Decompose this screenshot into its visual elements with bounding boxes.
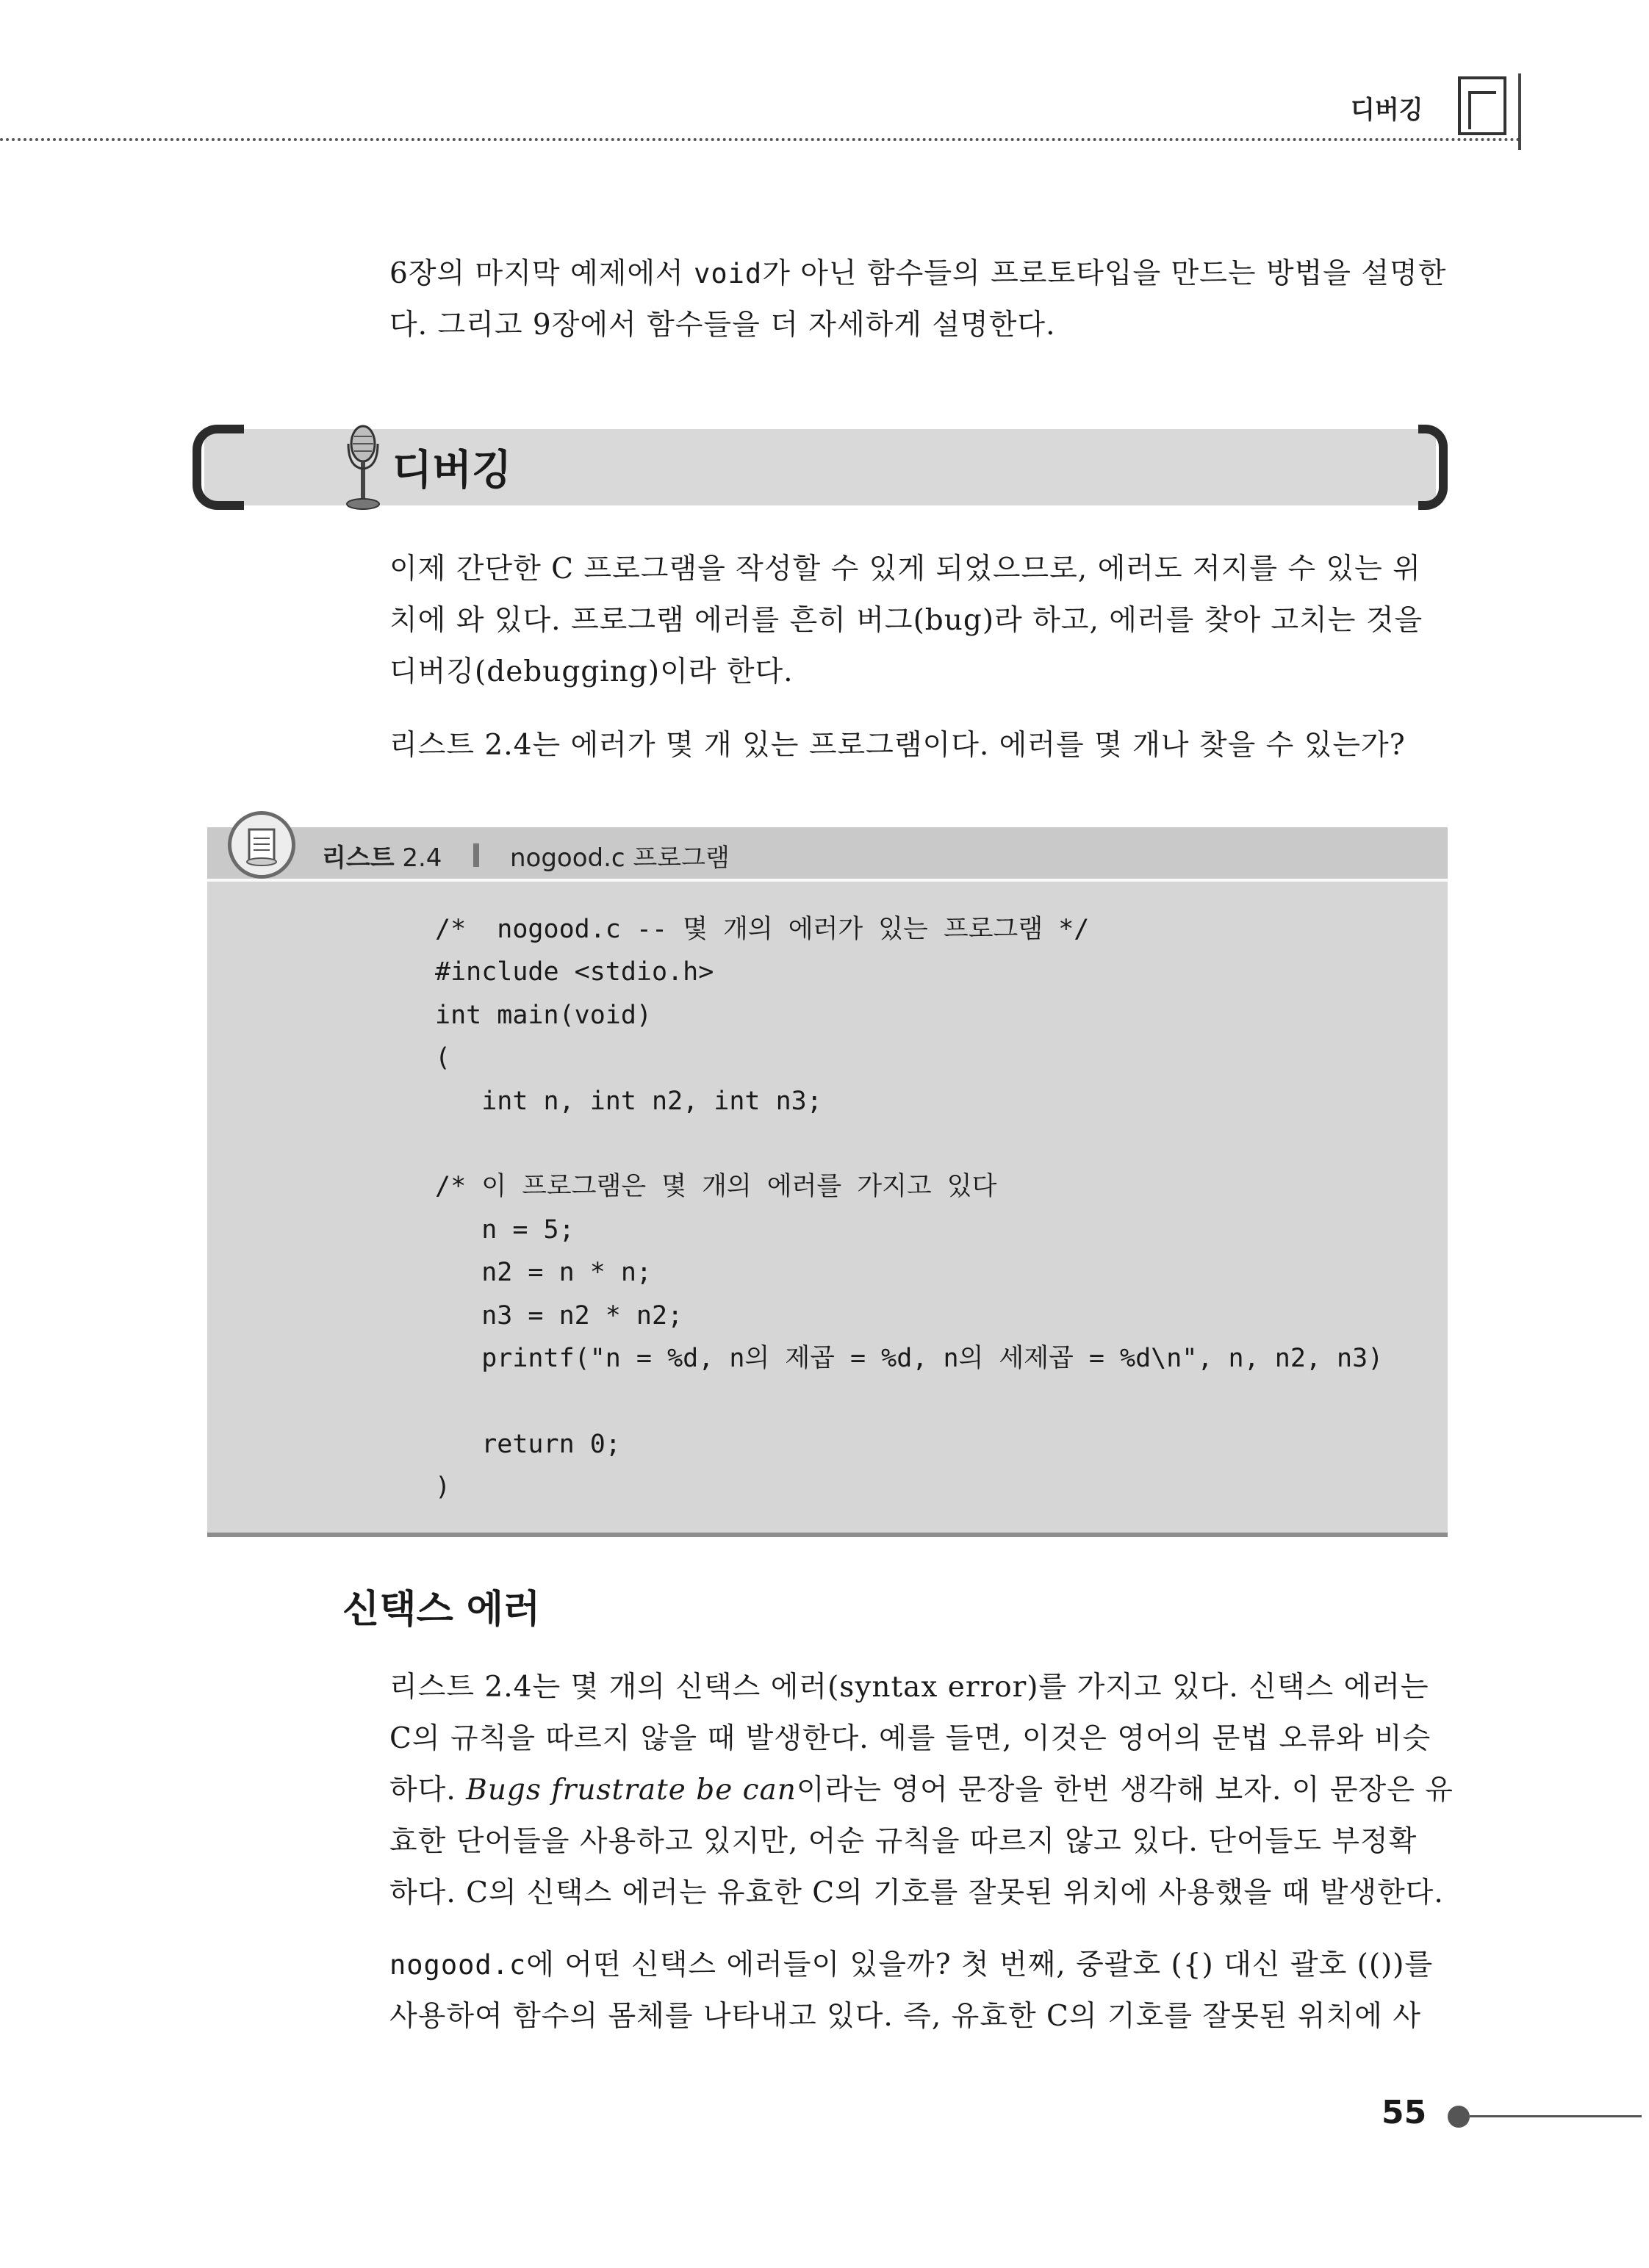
listing-label: 리스트 2.4 <box>322 843 442 873</box>
syntax-line-5: 하다. C의 신택스 에러는 유효한 C의 기호를 잘못된 위치에 사용했을 때 발생한다. <box>389 1876 1444 1909</box>
header-corner-mark-inner <box>1468 91 1496 129</box>
scroll-icon <box>228 811 295 879</box>
code-listing: /* nogood.c -- 몇 개의 에러가 있는 프로그램 */ #include <stdio.h> int main(void) ( int n, int n2, int n3; /* 이 프로그램은 몇 개의 에러를 가지고 있다 n = 5; n2 = n * n; n3 = n2 * n2; printf("n = %d, n의 제곱 = %d, n의 세제곱 = %d\n", n, n2, n3) return 0; ) <box>435 915 1384 1502</box>
intro-line-1: 6장의 마지막 예제에서 void가 아닌 함수들의 프로토타입을 만드는 방법을 설명한 <box>389 257 1447 290</box>
header-vertical-rule <box>1518 73 1521 150</box>
list-intro-line: 리스트 2.4는 에러가 몇 개 있는 프로그램이다. 에러를 몇 개나 찾을 수 있는가? <box>389 729 1406 762</box>
intro-line-2: 다. 그리고 9장에서 함수들을 더 자세하게 설명한다. <box>389 309 1056 342</box>
inline-code: void <box>694 258 763 289</box>
debug-line-1: 이제 간단한 C 프로그램을 작성할 수 있게 되었으므로, 에러도 저지를 수 있는 위 <box>389 552 1421 586</box>
section-title: 디버깅 <box>392 447 512 494</box>
listing-number: 2.4 <box>402 843 442 873</box>
syntax-line-2: C의 규칙을 따르지 않을 때 발생한다. 예를 들면, 이것은 영어의 문법 오류와 비슷 <box>389 1722 1431 1755</box>
syntax-paragraph <box>389 1662 1454 1919</box>
section-bar-left-bracket <box>193 425 244 510</box>
inline-code: nogood.c <box>389 1949 527 1981</box>
section-bar-right-bracket <box>1418 425 1448 510</box>
microphone-icon <box>341 422 387 513</box>
header-dotted-rule <box>0 138 1521 141</box>
debug-line-2: 치에 와 있다. 프로그램 에러를 흔히 버그(bug)라 하고, 에러를 찾아 고치는 것을 <box>389 604 1423 637</box>
page-number: 55 <box>1382 2094 1427 2131</box>
code-block-bottom-rule <box>207 1533 1448 1537</box>
syntax-line-4: 효한 단어들을 사용하고 있지만, 어순 규칙을 따르지 않고 있다. 단어들도 부정확 <box>389 1825 1418 1858</box>
syntax-line-1: 리스트 2.4는 몇 개의 신택스 에러(syntax error)를 가지고 있다. 신택스 에러는 <box>389 1671 1429 1704</box>
italic-example: Bugs frustrate be can <box>466 1774 797 1807</box>
debug-paragraph <box>389 544 1448 698</box>
nogood-line-2: 사용하여 함수의 몸체를 나타내고 있다. 즉, 유효한 C의 기호를 잘못된 위치에 사 <box>389 2000 1421 2033</box>
intro-paragraph <box>389 248 1448 351</box>
listing-title: nogood.c 프로그램 <box>510 843 730 873</box>
listing-separator <box>473 843 479 867</box>
footer-rule <box>1470 2115 1642 2117</box>
nogood-line-1: nogood.c에 어떤 신택스 에러들이 있을까? 첫 번째, 중괄호 ({) 대신 괄호 (())를 <box>389 1948 1434 1981</box>
nogood-paragraph <box>389 1940 1448 2042</box>
section-bar-background <box>204 429 1436 505</box>
running-header-title: 디버깅 <box>1351 96 1423 125</box>
syntax-line-3: 하다. Bugs frustrate be can이라는 영어 문장을 한번 생각해 보자. 이 문장은 유 <box>389 1774 1454 1807</box>
list-intro-paragraph <box>389 720 1448 771</box>
subsection-title: 신택스 에러 <box>342 1588 541 1632</box>
footer-dot <box>1448 2106 1470 2128</box>
debug-line-3: 디버깅(debugging)이라 한다. <box>389 655 794 688</box>
